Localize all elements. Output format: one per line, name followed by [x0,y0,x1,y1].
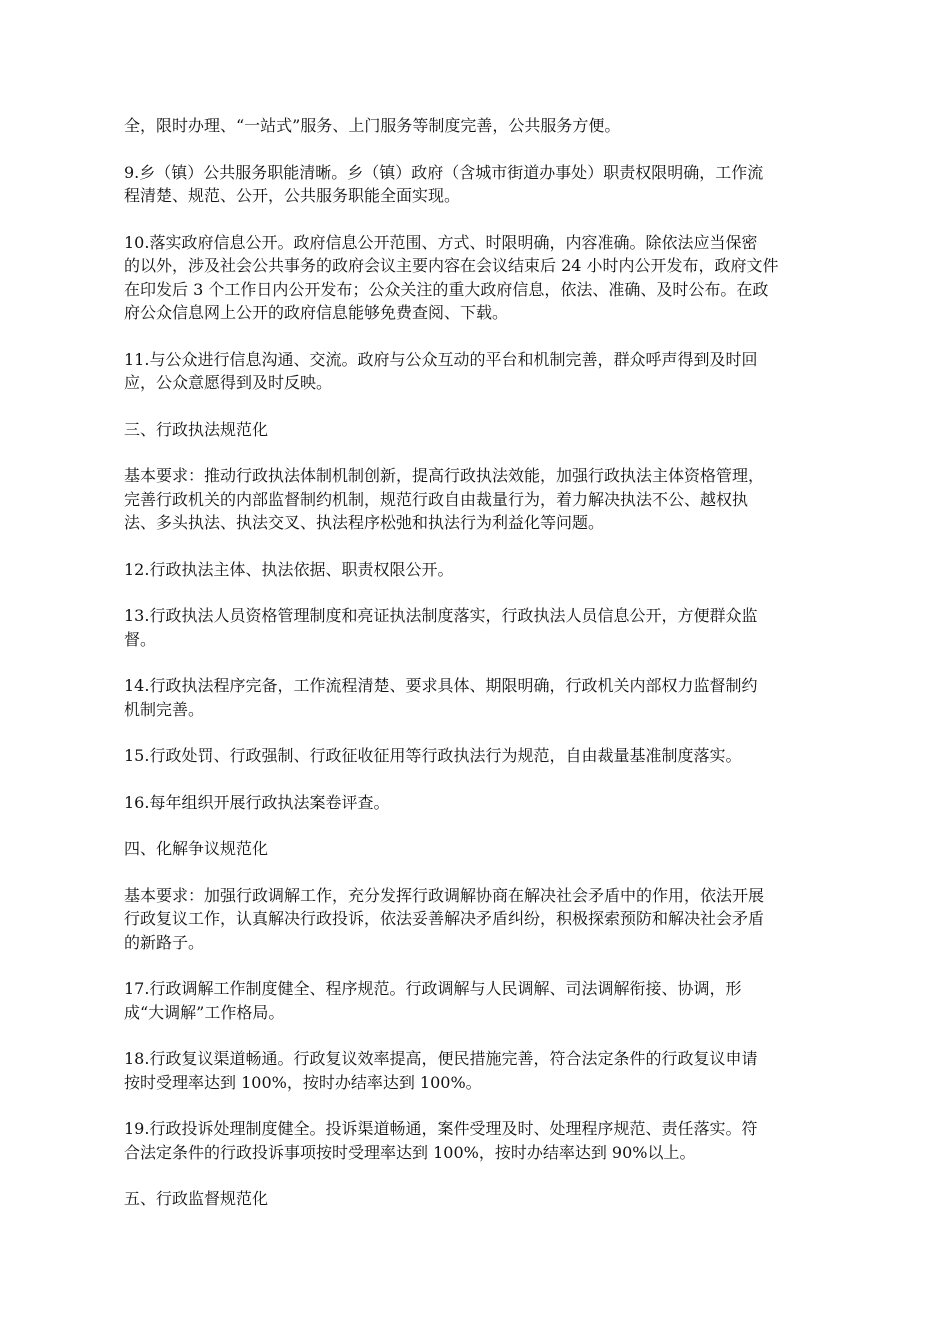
paragraph-item-14: 14.行政执法程序完备，工作流程清楚、要求具体、期限明确，行政机关内部权力监督制约 机制完善。 [124,676,758,719]
paragraph-item-16: 16.每年组织开展行政执法案卷评查。 [124,792,390,812]
paragraph-service-convenience: 全，限时办理、“一站式”服务、上门服务等制度完善，公共服务方便。 [124,116,621,135]
paragraph-section-3-requirements: 基本要求：推动行政执法体制机制创新，提高行政执法效能，加强行政执法主体资格管理， 完善行政机关的内部监督制约机制，规范行政自由裁量行为，着力解决执法不公、越权执 法、多头执法、执法交叉、执法程序松弛和执法行为利益化等问题。 [124,466,765,532]
paragraph-item-17: 17.行政调解工作制度健全、程序规范。行政调解与人民调解、司法调解衔接、协调，形 成“大调解”工作格局。 [124,979,742,1022]
paragraph-item-9: 9.乡（镇）公共服务职能清晰。乡（镇）政府（含城市街道办事处）职责权限明确，工作流 程清楚、规范、公开，公共服务职能全面实现。 [124,162,764,205]
paragraph-item-15: 15.行政处罚、行政强制、行政征收征用等行政执法行为规范，自由裁量基准制度落实。 [124,746,742,765]
paragraph-item-10: 10.落实政府信息公开。政府信息公开范围、方式、时限明确，内容准确。除依法应当保密 的以外，涉及社会公共事务的政府会议主要内容在会议结束后 24 小时内公开发布，政府文件 在印发后 3 个工作日内公开发布；公众关注的重大政府信息，依法、准确、及时公布。在政 府公众信息网上公开的政府信息能够免费查阅、下载。 [124,232,779,322]
paragraph-item-13: 13.行政执法人员资格管理制度和亮证执法制度落实，行政执法人员信息公开，方便群众监 督。 [124,606,758,649]
paragraph-item-11: 11.与公众进行信息沟通、交流。政府与公众互动的平台和机制完善，群众呼声得到及时回 应，公众意愿得到及时反映。 [124,349,758,392]
heading-section-5: 五、行政监督规范化 [124,1189,269,1208]
heading-section-3: 三、行政执法规范化 [124,419,269,439]
document-body [124,114,836,1234]
heading-section-4: 四、化解争议规范化 [124,839,269,858]
paragraph-section-4-requirements: 基本要求：加强行政调解工作，充分发挥行政调解协商在解决社会矛盾中的作用，依法开展 行政复议工作，认真解决行政投诉，依法妥善解决矛盾纠纷，积极探索预防和解决社会矛盾 的新路子。 [124,885,765,952]
paragraph-item-19: 19.行政投诉处理制度健全。投诉渠道畅通，案件受理及时、处理程序规范、责任落实。符 合法定条件的行政投诉事项按时受理率达到 100%，按时办结率达到 90%以上。 [124,1119,758,1162]
paragraph-item-18: 18.行政复议渠道畅通。行政复议效率提高，便民措施完善，符合法定条件的行政复议申请 按时受理率达到 100%，按时办结率达到 100%。 [124,1049,758,1092]
paragraph-item-12: 12.行政执法主体、执法依据、职责权限公开。 [124,559,454,579]
